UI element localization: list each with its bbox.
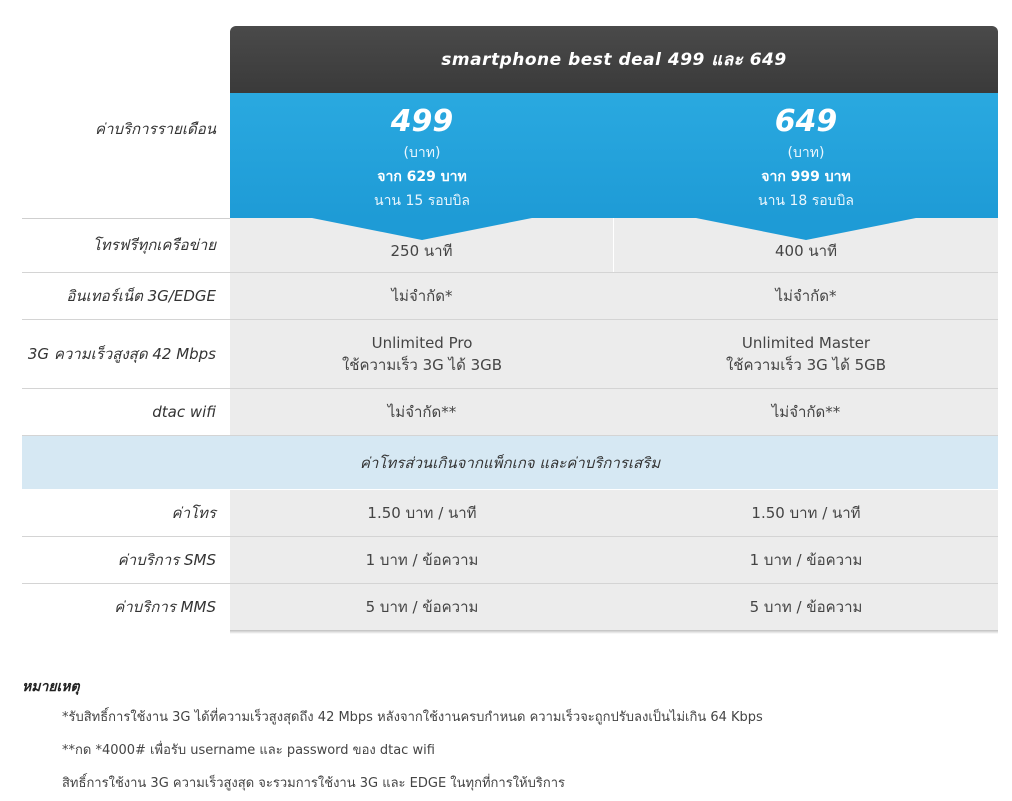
note-line: **กด *4000# เพื่อรับ username และ password ของ dtac wifi	[62, 743, 435, 758]
row-label: อินเทอร์เน็ต 3G/EDGE	[66, 287, 216, 305]
plan-billing-cycles: นาน 15 รอบบิล	[374, 193, 470, 209]
table-row	[22, 320, 998, 389]
table-row	[22, 490, 998, 537]
cell-text: ไม่จำกัด**	[771, 403, 841, 421]
note-line: *รับสิทธิ์การใช้งาน 3G ได้ที่ความเร็วสูงสุดถึง 42 Mbps หลังจากใช้งานครบกำหนด ความเร็วจะถูกปรับลงเป็นไม่เกิน 64 Kbps	[62, 710, 763, 725]
plan-649-value	[614, 537, 998, 583]
cell-text: 250 นาที	[390, 242, 453, 260]
plan-499-value	[230, 490, 615, 536]
plan-price: 499	[390, 104, 454, 139]
cell-text: 1 บาท / ข้อความ	[749, 551, 863, 569]
row-label: 3G ความเร็วสูงสุด 42 Mbps	[27, 345, 216, 363]
plan-499-value	[230, 584, 615, 630]
table-row	[22, 389, 998, 436]
plan-price-unit: (บาท)	[403, 145, 441, 161]
plan-649-value	[614, 320, 998, 388]
cell-text: Unlimited Master	[741, 334, 871, 352]
row-label: ค่าบริการ SMS	[117, 551, 216, 569]
table-title-text: smartphone best deal 499 และ 649	[441, 50, 787, 70]
section-heading-text: ค่าโทรส่วนเกินจากแพ็กเกจ และค่าบริการเสริม	[359, 453, 661, 472]
row-label: dtac wifi	[152, 403, 216, 421]
notes-section	[22, 676, 982, 793]
table-row	[22, 537, 998, 584]
cell-text: ใช้ความเร็ว 3G ได้ 5GB	[725, 356, 887, 374]
cell-text: ไม่จำกัด**	[387, 403, 457, 421]
row-label: ค่าโทร	[171, 504, 216, 522]
price-row-label: ค่าบริการรายเดือน	[95, 120, 216, 138]
row-label: ค่าบริการ MMS	[114, 598, 216, 616]
table-bottom-shadow	[230, 630, 998, 634]
plan-499-pointer	[312, 218, 532, 240]
note-line: สิทธิ์การใช้งาน 3G ความเร็วสูงสุด จะรวมการใช้งาน 3G และ EDGE ในทุกที่การให้บริการ	[62, 776, 566, 791]
row-label: โทรฟรีทุกเครือข่าย	[92, 236, 216, 254]
cell-text: 1.50 บาท / นาที	[751, 504, 861, 522]
section-heading	[22, 436, 998, 489]
table-title	[230, 26, 998, 93]
cell-text: ไม่จำกัด*	[775, 287, 837, 305]
plan-price-unit: (บาท)	[787, 145, 825, 161]
plan-original-price: จาก 999 บาท	[761, 169, 851, 185]
plan-499-value	[230, 273, 615, 319]
cell-text: ใช้ความเร็ว 3G ได้ 3GB	[341, 356, 503, 374]
plan-649-value	[614, 584, 998, 630]
plan-649-value	[614, 273, 998, 319]
plan-499-value	[230, 320, 615, 388]
plan-499-value	[230, 537, 615, 583]
plan-original-price: จาก 629 บาท	[377, 169, 467, 185]
plan-649-price-cell	[614, 93, 998, 218]
table-row	[22, 273, 998, 320]
cell-text: ไม่จำกัด*	[391, 287, 453, 305]
notes-heading: หมายเหตุ	[22, 679, 80, 695]
plan-649-value	[614, 490, 998, 536]
plan-499-price-cell	[230, 93, 615, 218]
price-row-label-cell	[22, 93, 230, 219]
plan-price: 649	[774, 104, 838, 139]
table-row	[22, 584, 998, 630]
cell-text: Unlimited Pro	[371, 334, 473, 352]
cell-text: 1.50 บาท / นาที	[367, 504, 477, 522]
plan-billing-cycles: นาน 18 รอบบิล	[758, 193, 854, 209]
plan-499-value	[230, 389, 615, 435]
cell-text: 5 บาท / ข้อความ	[749, 598, 863, 616]
cell-text: 1 บาท / ข้อความ	[365, 551, 479, 569]
cell-text: 5 บาท / ข้อความ	[365, 598, 479, 616]
plan-649-value	[614, 389, 998, 435]
plan-649-pointer	[696, 218, 916, 240]
cell-text: 400 นาที	[775, 242, 837, 260]
